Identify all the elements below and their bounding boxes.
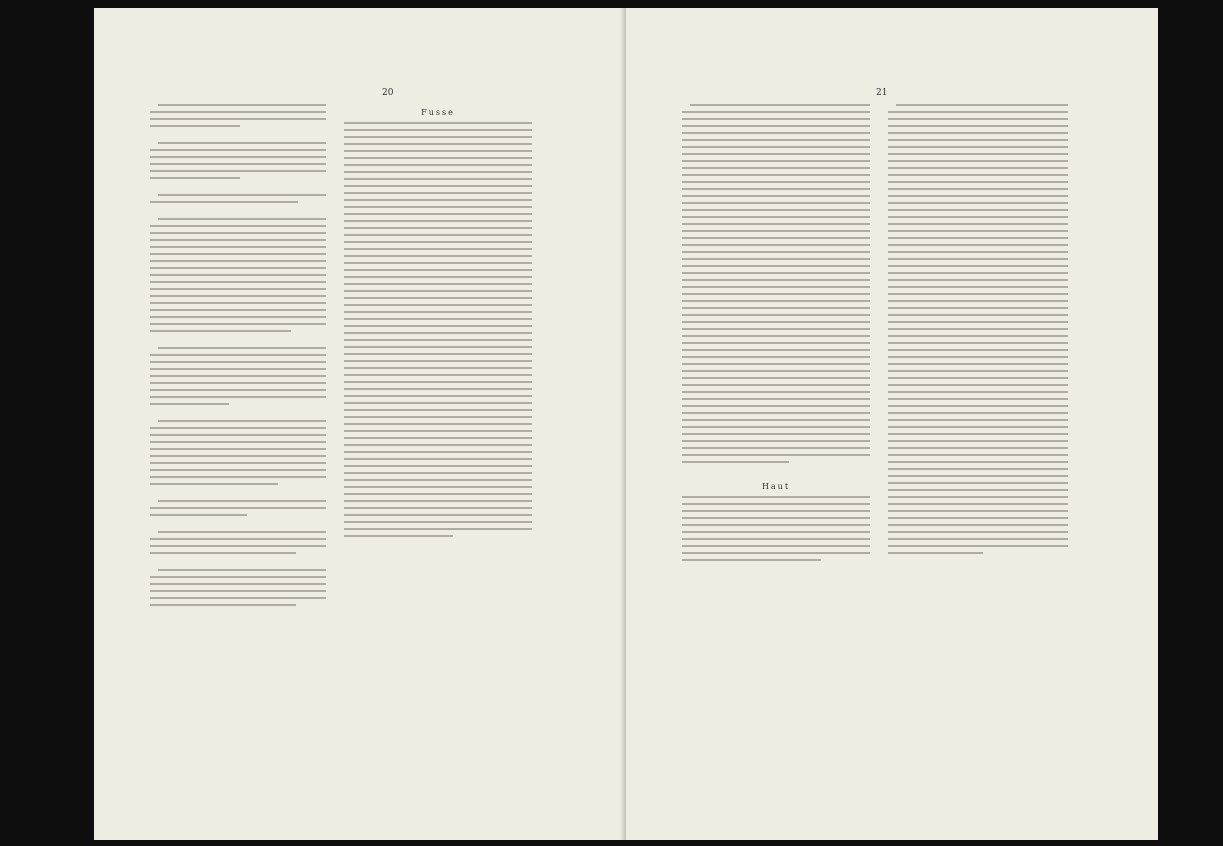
text-line (888, 370, 1068, 372)
text-line (344, 199, 532, 201)
text-line (344, 465, 532, 467)
text-line (682, 503, 870, 505)
text-line (682, 300, 870, 302)
text-line (150, 389, 326, 391)
text-line (888, 482, 1068, 484)
section-heading: Fusse (421, 108, 455, 117)
text-line (682, 531, 870, 533)
page-number-right: 21 (876, 88, 888, 98)
text-line (888, 412, 1068, 414)
text-line (150, 469, 326, 471)
text-line (682, 244, 870, 246)
text-line (344, 241, 532, 243)
text-line (682, 510, 870, 512)
text-line (888, 244, 1068, 246)
text-line (682, 272, 870, 274)
text-line (888, 167, 1068, 169)
text-line (344, 269, 532, 271)
text-line (888, 419, 1068, 421)
text-line (888, 314, 1068, 316)
text-line (344, 325, 532, 327)
text-line (150, 434, 326, 436)
text-line (888, 349, 1068, 351)
text-line (888, 552, 983, 554)
text-line (150, 354, 326, 356)
text-line (150, 441, 326, 443)
text-line (150, 455, 326, 457)
text-line (888, 426, 1068, 428)
left-page-column-1 (150, 104, 326, 760)
text-line (150, 225, 326, 227)
text-line (344, 143, 532, 145)
text-line (158, 500, 326, 502)
text-line (682, 461, 789, 463)
text-line (682, 167, 870, 169)
text-line (888, 223, 1068, 225)
text-line (150, 177, 240, 179)
text-line (150, 111, 326, 113)
text-line (888, 265, 1068, 267)
text-line (344, 234, 532, 236)
text-line (682, 265, 870, 267)
text-line (344, 423, 532, 425)
text-line (888, 188, 1068, 190)
text-line (888, 258, 1068, 260)
text-line (344, 276, 532, 278)
text-line (158, 104, 326, 106)
text-line (344, 178, 532, 180)
text-line (888, 209, 1068, 211)
text-line (888, 237, 1068, 239)
text-line (150, 427, 326, 429)
text-line (344, 374, 532, 376)
text-line (344, 451, 532, 453)
text-line (150, 274, 326, 276)
text-line (344, 227, 532, 229)
text-line (344, 150, 532, 152)
text-line (344, 213, 532, 215)
text-line (158, 218, 326, 220)
text-line (150, 382, 326, 384)
text-line (150, 361, 326, 363)
text-line (150, 538, 326, 540)
text-line (682, 545, 870, 547)
text-line (682, 377, 870, 379)
text-line (150, 302, 326, 304)
text-line (888, 356, 1068, 358)
text-line (344, 136, 532, 138)
text-line (888, 447, 1068, 449)
left-page-column-2 (344, 104, 532, 760)
text-line (888, 328, 1068, 330)
text-line (888, 538, 1068, 540)
text-line (150, 552, 296, 554)
text-line (150, 163, 326, 165)
text-line (682, 118, 870, 120)
text-line (150, 507, 326, 509)
text-line (344, 248, 532, 250)
text-line (888, 454, 1068, 456)
text-line (888, 398, 1068, 400)
text-line (344, 395, 532, 397)
text-line (344, 486, 532, 488)
text-line (682, 356, 870, 358)
text-line (344, 444, 532, 446)
text-line (344, 339, 532, 341)
text-line (888, 335, 1068, 337)
text-line (888, 363, 1068, 365)
text-line (344, 479, 532, 481)
text-line (682, 370, 870, 372)
text-line (150, 597, 326, 599)
text-line (888, 202, 1068, 204)
text-line (344, 304, 532, 306)
text-line (690, 104, 870, 106)
text-line (888, 293, 1068, 295)
text-line (150, 476, 326, 478)
text-line (344, 220, 532, 222)
text-line (888, 300, 1068, 302)
text-line (682, 286, 870, 288)
text-line (888, 517, 1068, 519)
text-line (158, 420, 326, 422)
text-line (344, 122, 532, 124)
text-line (150, 239, 326, 241)
text-line (682, 293, 870, 295)
text-line (888, 321, 1068, 323)
text-line (888, 384, 1068, 386)
text-line (888, 216, 1068, 218)
text-line (150, 368, 326, 370)
text-line (344, 171, 532, 173)
text-line (344, 206, 532, 208)
text-line (682, 552, 870, 554)
text-line (888, 139, 1068, 141)
text-line (150, 323, 326, 325)
text-line (888, 307, 1068, 309)
text-line (888, 531, 1068, 533)
text-line (682, 328, 870, 330)
text-line (158, 142, 326, 144)
text-line (888, 489, 1068, 491)
text-line (150, 149, 326, 151)
text-line (896, 104, 1068, 106)
text-line (888, 286, 1068, 288)
text-line (150, 246, 326, 248)
text-line (344, 458, 532, 460)
text-line (682, 237, 870, 239)
text-line (888, 230, 1068, 232)
text-line (150, 545, 326, 547)
text-line (150, 514, 247, 516)
text-line (344, 262, 532, 264)
text-line (888, 433, 1068, 435)
text-line (150, 125, 240, 127)
text-line (888, 174, 1068, 176)
text-line (150, 295, 326, 297)
text-line (682, 426, 870, 428)
text-line (682, 230, 870, 232)
text-line (150, 201, 298, 203)
text-line (682, 251, 870, 253)
text-line (344, 283, 532, 285)
text-line (344, 185, 532, 187)
text-line (682, 524, 870, 526)
text-line (344, 416, 532, 418)
text-line (150, 253, 326, 255)
text-line (682, 496, 870, 498)
text-line (888, 342, 1068, 344)
text-line (682, 342, 870, 344)
text-line (888, 391, 1068, 393)
text-line (682, 258, 870, 260)
text-line (344, 360, 532, 362)
text-line (888, 132, 1068, 134)
text-line (888, 153, 1068, 155)
text-line (888, 146, 1068, 148)
text-line (888, 468, 1068, 470)
text-line (682, 132, 870, 134)
text-line (344, 430, 532, 432)
page-number-left: 20 (382, 88, 394, 98)
text-line (344, 311, 532, 313)
text-line (344, 521, 532, 523)
text-line (344, 528, 532, 530)
text-line (682, 223, 870, 225)
text-line (888, 125, 1068, 127)
text-line (150, 316, 326, 318)
text-line (682, 412, 870, 414)
text-line (888, 181, 1068, 183)
text-line (682, 447, 870, 449)
text-line (682, 188, 870, 190)
text-line (888, 503, 1068, 505)
text-line (150, 462, 326, 464)
right-page-column-2 (888, 104, 1068, 760)
text-line (682, 363, 870, 365)
text-line (344, 297, 532, 299)
text-line (344, 500, 532, 502)
text-line (344, 129, 532, 131)
text-line (682, 279, 870, 281)
text-line (344, 514, 532, 516)
text-line (888, 272, 1068, 274)
text-line (682, 307, 870, 309)
text-line (150, 288, 326, 290)
text-line (888, 524, 1068, 526)
text-line (150, 448, 326, 450)
text-line (682, 111, 870, 113)
text-line (150, 403, 229, 405)
text-line (344, 164, 532, 166)
text-line (682, 216, 870, 218)
text-line (150, 604, 296, 606)
text-line (150, 583, 326, 585)
text-line (150, 281, 326, 283)
text-line (150, 156, 326, 158)
text-line (888, 475, 1068, 477)
text-line (682, 419, 870, 421)
text-line (150, 396, 326, 398)
text-line (682, 384, 870, 386)
text-line (344, 318, 532, 320)
text-line (682, 391, 870, 393)
text-line (150, 483, 278, 485)
text-line (344, 402, 532, 404)
text-line (344, 388, 532, 390)
text-line (682, 195, 870, 197)
text-line (888, 461, 1068, 463)
text-line (888, 118, 1068, 120)
text-line (682, 538, 870, 540)
text-line (682, 153, 870, 155)
text-line (150, 118, 326, 120)
text-line (888, 496, 1068, 498)
text-line (344, 192, 532, 194)
text-line (158, 569, 326, 571)
text-line (344, 437, 532, 439)
text-line (158, 531, 326, 533)
text-line (344, 493, 532, 495)
right-page (626, 8, 1158, 840)
text-line (682, 139, 870, 141)
text-line (682, 174, 870, 176)
text-line (150, 260, 326, 262)
text-line (682, 146, 870, 148)
left-page (94, 8, 627, 840)
text-line (682, 433, 870, 435)
text-line (682, 209, 870, 211)
text-line (150, 375, 326, 377)
text-line (888, 279, 1068, 281)
text-line (344, 507, 532, 509)
text-line (344, 367, 532, 369)
text-line (344, 472, 532, 474)
text-line (682, 125, 870, 127)
right-page-column-1 (682, 104, 870, 760)
text-line (344, 290, 532, 292)
text-line (682, 335, 870, 337)
text-line (344, 346, 532, 348)
text-line (888, 440, 1068, 442)
text-line (888, 405, 1068, 407)
text-line (344, 535, 453, 537)
text-line (888, 510, 1068, 512)
text-line (344, 332, 532, 334)
text-line (682, 202, 870, 204)
text-line (682, 160, 870, 162)
text-line (150, 330, 291, 332)
text-line (888, 111, 1068, 113)
text-line (682, 440, 870, 442)
text-line (888, 195, 1068, 197)
text-line (682, 559, 821, 561)
text-line (682, 398, 870, 400)
text-line (682, 517, 870, 519)
text-line (150, 232, 326, 234)
text-line (888, 377, 1068, 379)
text-line (150, 576, 326, 578)
text-line (888, 545, 1068, 547)
section-heading: Haut (761, 482, 791, 491)
text-line (150, 590, 326, 592)
text-line (344, 409, 532, 411)
text-line (158, 347, 326, 349)
text-line (344, 353, 532, 355)
text-line (682, 405, 870, 407)
text-line (682, 454, 870, 456)
text-line (682, 314, 870, 316)
text-line (888, 251, 1068, 253)
text-line (682, 349, 870, 351)
text-line (344, 255, 532, 257)
text-line (682, 181, 870, 183)
text-line (682, 321, 870, 323)
text-line (344, 157, 532, 159)
text-line (888, 160, 1068, 162)
text-line (150, 267, 326, 269)
text-line (150, 309, 326, 311)
text-line (158, 194, 326, 196)
text-line (150, 170, 326, 172)
text-line (344, 381, 532, 383)
